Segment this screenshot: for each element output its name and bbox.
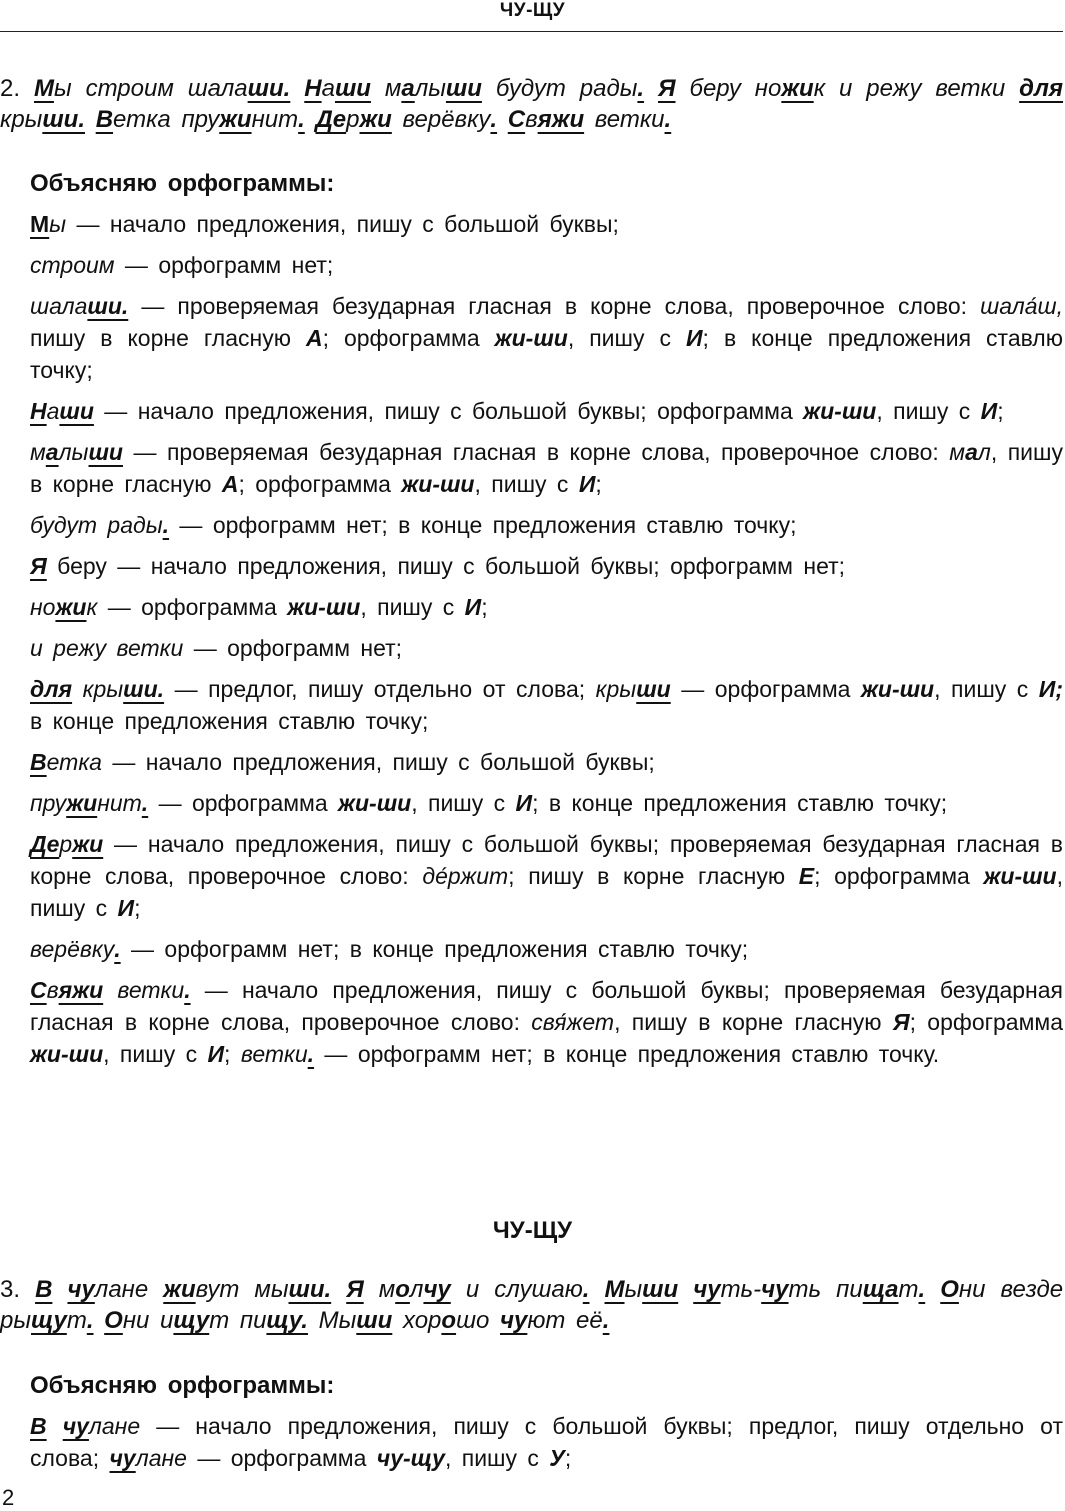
exercise-2-text — [0, 73, 1063, 135]
exercise-sentences: Мы строим шалаши. Наши малыши будут рады. Я беру ножик и режу ветки для крыши. Ветка пружинит. Держи верёвку. Свяжи ветки. — [0, 75, 1064, 133]
explained-word: шалаши. — [30, 293, 129, 319]
explanation-text: — проверяемая безударная гласная в корне слова, проверочное слово: мал, пишу в корне гласную А; орфограмма жи-ши, пишу с И; — [30, 439, 1063, 497]
explanation-text: — орфограмм нет; — [114, 252, 334, 278]
explanation-text: — начало предложения, пишу с большой буквы; предлог, пишу отдельно от слова; чулане — орфограмма чу-щу, пишу с У; — [30, 1413, 1063, 1471]
explanation-entry — [30, 1410, 1063, 1474]
exercise-2 — [0, 73, 1063, 135]
explanation-text: — орфограмм нет; в конце предложения ставлю точку; — [169, 512, 797, 538]
explained-word: Свяжи ветки. — [30, 977, 191, 1003]
running-head: ЧУ-ЩУ — [499, 0, 566, 21]
explanation-text: беру — начало предложения, пишу с большой буквы; орфограмм нет; — [46, 553, 846, 579]
explained-word: малыши — [30, 439, 123, 465]
explanation-entry — [30, 591, 1063, 623]
exercise-number: 3. — [0, 1276, 21, 1303]
explained-word: будут рады. — [30, 512, 170, 538]
explanation-list — [30, 208, 1063, 1070]
explained-word: Наши — [30, 398, 94, 424]
explanation-text: — начало предложения, пишу с большой буквы; — [101, 749, 655, 775]
explained-word: Я — [30, 553, 47, 579]
explanation-text: — начало предложения, пишу с большой буквы; проверяемая безударная гласная в корне слова, проверочное слово: де́ржит; пишу в корне гласную Е; орфограмма жи-ши, пишу с И; — [30, 831, 1063, 921]
page-number: 2 — [2, 1485, 15, 1510]
explanation-entry — [30, 974, 1063, 1070]
explanation-text: — орфограмма жи-ши, пишу с И; в конце предложения ставлю точку; — [148, 790, 948, 816]
exercise-3-text — [0, 1274, 1063, 1336]
explained-word: В чулане — [30, 1413, 141, 1439]
section-title: ЧУ-ЩУ — [492, 1217, 573, 1244]
explained-word: Мы — [30, 211, 67, 237]
explain-title: Объясняю орфограммы: — [30, 170, 335, 197]
explanation-list — [30, 1410, 1063, 1474]
explanation-text: — предлог, пишу отдельно от слова; крыши — орфограмма жи-ши, пишу с И; в конце предложения ставлю точку; — [30, 676, 1063, 734]
header-rule — [0, 31, 1063, 32]
explanation-entry — [30, 550, 1063, 582]
explanation-text: — начало предложения, пишу с большой буквы; — [66, 211, 619, 237]
explanation-entry — [30, 632, 1063, 664]
explanation-text: — начало предложения, пишу с большой буквы; орфограмма жи-ши, пишу с И; — [93, 398, 1004, 424]
explanation-entry — [30, 828, 1063, 924]
explained-word: Ветка — [30, 749, 102, 775]
explained-word: пружинит. — [30, 790, 149, 816]
explanation-text: — проверяемая безударная гласная в корне слова, проверочное слово: шала́ш, пишу в корне гласную А; орфограмма жи-ши, пишу с И; в конце предложения ставлю точку; — [30, 293, 1063, 383]
explain-title: Объясняю орфограммы: — [30, 1372, 335, 1399]
explanation-text: — орфограмм нет; в конце предложения ставлю точку; — [120, 936, 749, 962]
explanation-entry — [30, 746, 1063, 778]
explanation-entry — [30, 395, 1063, 427]
exercise-number: 2. — [0, 75, 21, 102]
explained-word: верёвку. — [30, 936, 121, 962]
explained-word: Держи — [30, 831, 104, 857]
explanations-2 — [30, 170, 1063, 1070]
explained-word: и режу ветки — [30, 635, 184, 661]
explanation-entry — [30, 249, 1063, 281]
exercise-sentences: В чулане живут мыши. Я молчу и слушаю. Мыши чуть-чуть пищат. Они везде рыщут. Они ищут пищу. Мыши хорошо чуют её. — [0, 1276, 1064, 1334]
explanation-text: — орфограмма жи-ши, пишу с И; — [97, 594, 488, 620]
explained-word: для крыши. — [30, 676, 165, 702]
explanation-entry — [30, 787, 1063, 819]
explanation-entry — [30, 933, 1063, 965]
explained-word: ножик — [30, 594, 98, 620]
exercise-3 — [0, 1274, 1063, 1336]
explanation-entry — [30, 436, 1063, 500]
explanation-entry — [30, 290, 1063, 386]
explanation-entry — [30, 208, 1063, 240]
explained-word: строим — [30, 252, 115, 278]
explanation-text: — начало предложения, пишу с большой буквы; проверяемая безударная гласная в корне слова, проверочное слово: свя́жет, пишу в корне гласную Я; орфограмма жи-ши, пишу с И; ветки. — орфограмм нет; в конце предложения ставлю точку. — [30, 977, 1063, 1067]
explanation-entry — [30, 509, 1063, 541]
explanation-text: — орфограмм нет; — [183, 635, 403, 661]
explanation-entry — [30, 673, 1063, 737]
explanations-3 — [30, 1372, 1063, 1474]
